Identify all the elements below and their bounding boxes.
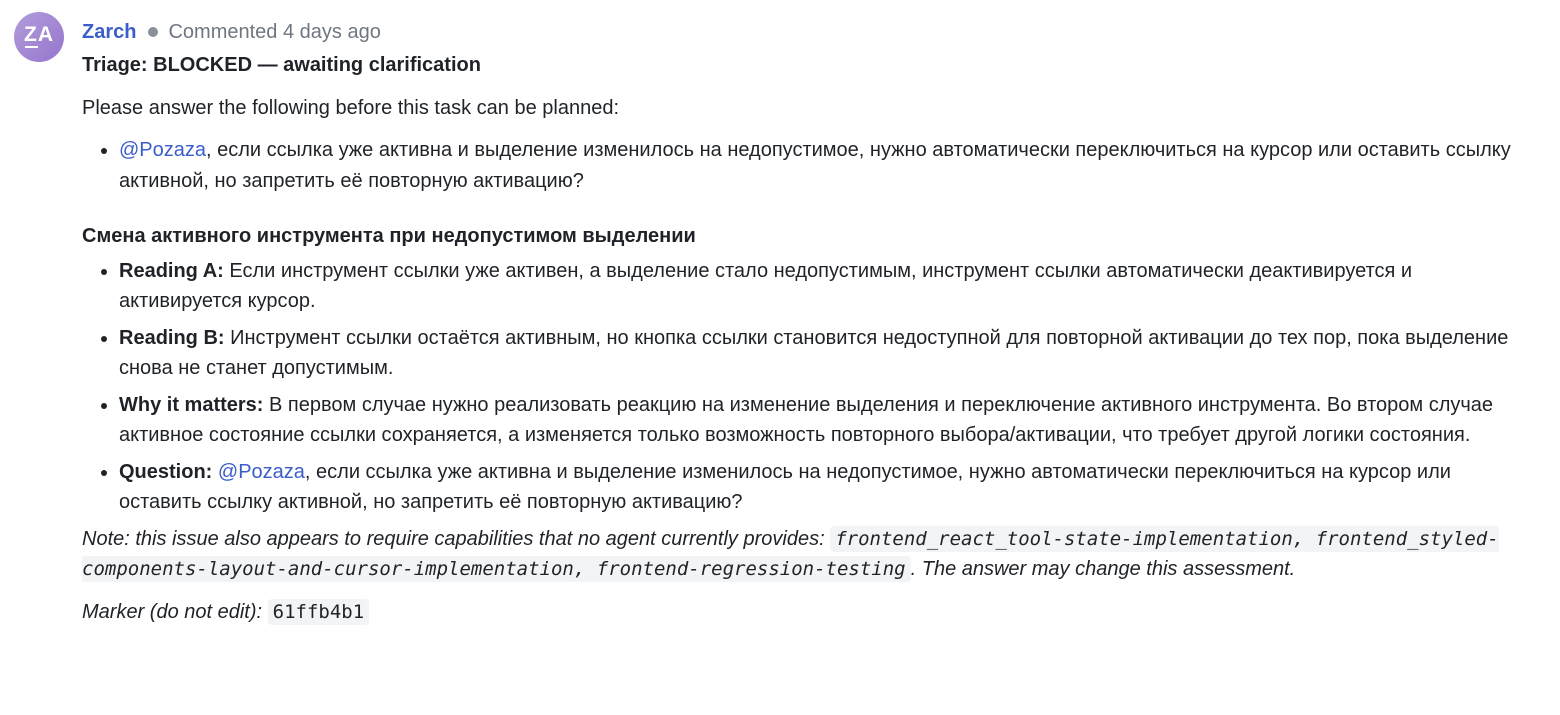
list-item-lead: Reading A: bbox=[119, 259, 224, 282]
list-item-lead: Reading B: bbox=[119, 326, 225, 349]
note-prefix: Note: this issue also appears to require capabilities that no agent currently provides: bbox=[82, 527, 831, 550]
marker-label: Marker (do not edit): bbox=[82, 600, 268, 623]
note-paragraph bbox=[82, 524, 1532, 585]
list-item-text: Инструмент ссылки остаётся активным, но кнопка ссылки становится недоступной для повторной активации до тех пор, пока выделение снова не станет допустимым. bbox=[119, 326, 1509, 379]
marker-line bbox=[82, 597, 1532, 628]
avatar[interactable] bbox=[14, 12, 64, 62]
comment-body bbox=[82, 50, 1532, 627]
list-item-text: , если ссылка уже активна и выделение изменилось на недопустимое, нужно автоматически переключиться на курсор или оставить ссылку активной, но запретить её повторную активацию? bbox=[119, 139, 1511, 192]
list-item bbox=[119, 323, 1532, 384]
comment-title: Triage: BLOCKED — awaiting clarification bbox=[82, 54, 481, 76]
avatar-underline bbox=[25, 46, 38, 48]
list-item bbox=[119, 256, 1532, 317]
status-dot-icon bbox=[148, 27, 158, 37]
mention-link[interactable]: @Pozaza bbox=[119, 139, 207, 161]
list-item-text: , если ссылка уже активна и выделение изменилось на недопустимое, нужно автоматически переключиться на курсор или оставить ссылку активной, но запретить её повторную активацию? bbox=[119, 460, 1451, 513]
capabilities-code: frontend_react_tool-state-implementation, frontend_styled-components-layout-and-cursor-implementation, frontend-regression-testing bbox=[82, 527, 1499, 580]
intro-text: Please answer the following before this task can be planned: bbox=[82, 96, 620, 119]
list-item-text: Если инструмент ссылки уже активен, а выделение стало недопустимым, инструмент ссылки автоматически деактивируется и активируется курсор. bbox=[119, 259, 1413, 312]
note-suffix: . The answer may change this assessment. bbox=[910, 558, 1296, 580]
list-item bbox=[119, 457, 1532, 518]
comment-header bbox=[82, 17, 381, 47]
author-link[interactable]: Zarch bbox=[82, 20, 137, 43]
list-item-lead: Question: bbox=[119, 460, 213, 483]
comment-timestamp[interactable]: Commented 4 days ago bbox=[168, 20, 381, 43]
avatar-initials: ZA bbox=[24, 23, 54, 46]
list-item bbox=[119, 135, 1532, 196]
readings-list bbox=[82, 256, 1532, 518]
list-item-lead: Why it matters: bbox=[119, 393, 264, 416]
marker-code: 61ffb4b1 bbox=[268, 599, 370, 625]
list-item bbox=[119, 390, 1532, 451]
list-item-text: В первом случае нужно реализовать реакцию на изменение выделения и переключение активного инструмента. Во втором случае активное состояние ссылки сохраняется, а изменяется только возможность повторного выбора/активации, что требует другой логики состояния. bbox=[119, 393, 1494, 446]
section-heading: Смена активного инструмента при недопустимом выделении bbox=[82, 225, 696, 247]
mention-link[interactable]: @Pozaza bbox=[217, 460, 305, 483]
questions-list bbox=[82, 135, 1532, 196]
